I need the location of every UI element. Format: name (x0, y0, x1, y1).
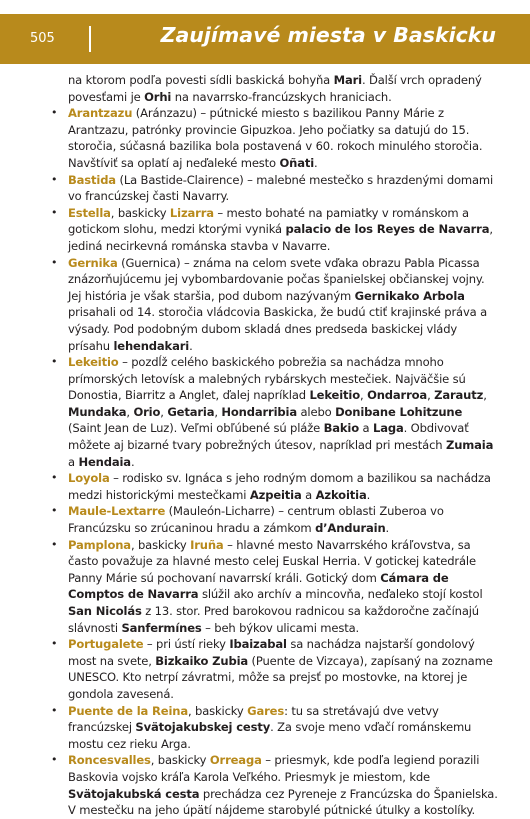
highlighted-term: Zarautz (434, 388, 484, 403)
body-text: . Ďalší vrch opradený povesťami je (68, 73, 482, 104)
body-text: a (68, 454, 79, 469)
place-name: Estella (68, 205, 111, 220)
place-name: Portugalete (68, 637, 144, 652)
body-text: (Saint Jean de Luz). Veľmi obľúbené sú pláže (68, 421, 324, 436)
body-text: , baskicky (188, 703, 248, 718)
body-text: (Guernica) – známa na celom svete vďaka obrazu Pabla Picassa znázorňujúcemu jej vybombardovanie počas španielskej občianskej vojny. Jej história je však staršia, pod dubom nazývaným (68, 255, 485, 303)
bullet-icon: • (51, 504, 58, 518)
body-text: – priesmyk, kde podľa legiend porazili Baskovia vojsko kráľa Karola Veľkého. Priesmyk je miestom, kde (68, 753, 480, 784)
body-text: – pri ústí rieky (143, 637, 230, 652)
body-text: a (301, 487, 316, 502)
place-name: Puente de la Reina (68, 703, 188, 718)
highlighted-term: Donibane Lohitzune (335, 404, 463, 419)
highlighted-term: Mari (333, 73, 362, 87)
bullet-icon: • (51, 355, 58, 369)
bullet-icon: • (51, 637, 58, 651)
highlighted-term: Azkoitia (315, 487, 367, 502)
place-name: Gernika (68, 255, 118, 270)
body-text: , (160, 404, 168, 419)
place-name: Iruña (190, 537, 224, 552)
list-item (48, 636, 498, 702)
list-item (48, 503, 498, 536)
highlighted-term: San Nicolás (68, 604, 142, 618)
body-text: alebo (296, 404, 336, 419)
body-text: na ktorom podľa povesti sídli baskická bohyňa (68, 73, 334, 87)
page-content (48, 72, 498, 819)
highlighted-term: Bizkaiko Zubia (155, 653, 249, 668)
body-text: sa nachádza najstarší gondolový most na svete, (68, 637, 475, 668)
body-text: , (360, 388, 368, 403)
highlighted-term: Mundaka (68, 404, 127, 419)
body-text: – rodisko sv. Ignáca s jeho rodným domom a bazilikou sa nachádza medzi historickými mestečkami (68, 471, 491, 502)
highlighted-term: Azpeitia (249, 487, 302, 502)
bullet-icon: • (51, 537, 58, 551)
body-text: : tu sa stretávajú dve vetvy francúzskej (68, 703, 439, 735)
place-name: Roncesvalles (68, 753, 151, 768)
body-text: , baskicky (150, 753, 210, 768)
place-name: Bastida (68, 172, 116, 187)
body-text: slúžil ako archív a mincovňa, neďaleko stojí kostol (198, 587, 483, 602)
body-text: . (130, 454, 135, 469)
body-text: , (126, 404, 134, 419)
body-text: . (366, 487, 371, 502)
highlighted-term: Lekeitio (309, 388, 361, 403)
body-text: . Obdivovať môžete aj bizarné tvary pobrežných útesov, napríklad pri mestách (68, 421, 469, 453)
highlighted-term: Gernikako Arbola (354, 288, 465, 303)
intro-paragraph (68, 72, 498, 105)
highlighted-term: Oñati (279, 155, 315, 170)
bullet-icon: • (51, 106, 58, 120)
page-header (0, 14, 530, 64)
body-text: . (314, 155, 318, 170)
chapter-title: Zaujímavé miesta v Baskicku (160, 23, 496, 47)
body-text: , baskicky (110, 205, 170, 220)
body-text: – hlavné mesto Navarrského kráľovstva, sa často považuje za hlavné mesto celej Euskal Herria. V gotickej katedrále Panny Márie sú pochovaní navarrskí králi. Gotický dom (68, 537, 476, 585)
body-text: prisahali od 14. storočia vládcovia Baskicka, že budú ctiť krajinské práva a výsady. Pod podobným dubom skladá dnes predseda baskickej vlády prísahu (68, 305, 488, 353)
list-item (48, 105, 498, 171)
list-item (48, 172, 498, 205)
body-text: z 13. stor. Pred barokovou radnicou sa každoročne začínajú slávnosti (68, 604, 479, 635)
highlighted-term: Svätojakubskej cesty (135, 720, 271, 735)
highlighted-term: Hondarribia (221, 404, 297, 419)
body-text: , (214, 404, 222, 419)
place-name: Orreaga (209, 753, 262, 768)
highlighted-term: Zumaia (445, 438, 494, 453)
highlighted-term: lehendakari (113, 338, 190, 353)
highlighted-term: Bakio (323, 421, 360, 436)
bullet-icon: • (51, 753, 58, 767)
bullet-icon: • (51, 471, 58, 485)
body-text: – pozdĺž celého baskického pobrežia sa nachádza mnoho prímorských letovísk a malebných rybárskych mestečiek. Najväčšie sú Donostia, Biarritz a Anglet, ďalej napríklad (68, 355, 466, 403)
page-number: 505 (30, 31, 55, 46)
place-name: Pamplona (68, 537, 131, 552)
body-text: prechádza cez Pyreneje z Francúzska do Španielska. V mestečku na jeho úpätí nájdeme starobylé pútnické útulky a kostolíky. (68, 786, 498, 818)
place-name: Arantzazu (68, 106, 133, 121)
highlighted-term: Sanfermínes (121, 620, 202, 635)
body-text: , baskicky (130, 537, 191, 552)
bullet-icon: • (51, 255, 58, 269)
body-text: na navarrsko-francúzskych hraniciach. (171, 89, 392, 104)
highlighted-term: Getaria (167, 404, 215, 419)
bullet-icon: • (51, 205, 58, 219)
highlighted-term: Ondarroa (367, 388, 428, 403)
header-divider (89, 26, 91, 52)
list-item (48, 537, 498, 637)
body-text: a (359, 421, 373, 436)
body-text: (Mauleón-Licharre) – centrum oblasti Zuberoa vo Francúzsku so zrúcaninou hradu a zámkom (68, 504, 444, 536)
highlighted-term: Laga (373, 421, 404, 436)
highlighted-term: palacio de los Reyes de Navarra (285, 222, 490, 237)
bullet-icon: • (51, 172, 58, 186)
highlighted-term: d’Andurain (315, 521, 386, 536)
body-text: (La Bastide-Clairence) – malebné mestečko s hrazdenými domami vo francúzskej časti Navarry. (68, 172, 494, 204)
list-item (48, 470, 498, 503)
body-text: . (385, 521, 390, 536)
body-text: (Puente de Vizcaya), zapísaný na zozname UNESCO. Kto netrpí závratmi, môže sa prejsť po mostovke, na ktorej je gondola zavesená. (68, 653, 493, 701)
highlighted-term: Svätojakubská cesta (68, 786, 200, 801)
list-item (48, 703, 498, 753)
highlighted-term: Orio (133, 404, 161, 419)
list-item (48, 205, 498, 255)
highlighted-term: Orhi (144, 89, 172, 104)
body-text: . (189, 338, 193, 353)
highlighted-term: Hendaia (78, 454, 131, 469)
highlighted-term: Ibaizabal (229, 637, 287, 652)
body-text: . Za svoje meno vďačí románskemu mostu cez rieku Arga. (68, 720, 472, 751)
list-item (48, 255, 498, 355)
body-text: , (483, 388, 487, 403)
body-text: , (427, 388, 435, 403)
list-item (48, 752, 498, 818)
body-text: (Aránzazu) – pútnické miesto s bazilikou Panny Márie z Arantzazu, patrónky provincie Gipuzkoa. Jeho počiatky sa datujú do 15. storočia, súčasná bazilika bola postavená v 60. rokoch minulého storočia. Navštíviť sa oplatí aj neďaleké mesto (68, 106, 483, 170)
body-text: , jediná necirkevná románska stavba v Navarre. (68, 222, 493, 253)
body-text: – beh býkov ulicami mesta. (201, 620, 360, 635)
places-list (48, 105, 498, 819)
bullet-icon: • (51, 703, 58, 717)
highlighted-term: Cámara de Comptos de Navarra (68, 570, 449, 602)
list-item (48, 354, 498, 470)
place-name: Lekeitio (68, 355, 119, 370)
place-name: Lizarra (169, 205, 214, 220)
place-name: Loyola (68, 471, 110, 486)
place-name: Maule-Lextarre (68, 504, 166, 519)
body-text: – mesto bohaté na pamiatky v románskom a gotickom slohu, medzi ktorými vyniká (68, 205, 469, 237)
place-name: Gares (247, 703, 285, 718)
